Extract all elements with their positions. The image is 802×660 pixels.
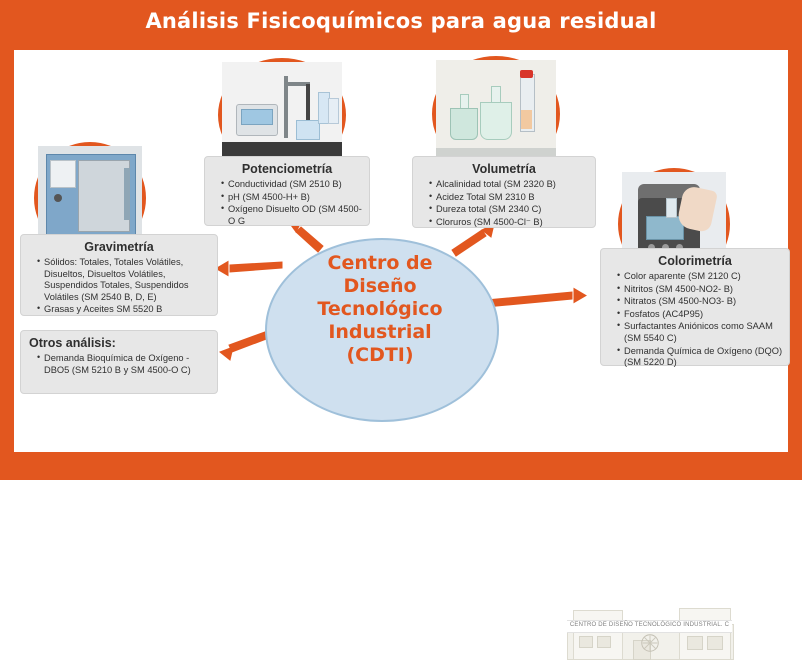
cdti-building-illustration bbox=[567, 600, 732, 658]
center-line-5: (CDTI) bbox=[346, 344, 414, 366]
potenciometria-title: Potenciometría bbox=[241, 162, 333, 176]
list-item: • Dureza total (SM 2340 C) bbox=[429, 204, 589, 216]
list-item: • Color aparente (SM 2120 C) bbox=[617, 271, 783, 283]
list-item: • Demanda Bioquímica de Oxígeno - DBO5 (SM 5210 B y SM 4500-O C) bbox=[37, 353, 211, 376]
volumetria-box bbox=[412, 156, 596, 228]
list-item: • Nitritos (SM 4500-NO2- B) bbox=[617, 284, 783, 296]
list-item: • Fosfatos (AC4P95) bbox=[617, 309, 783, 321]
list-item: • Nitratos (SM 4500-NO3- B) bbox=[617, 296, 783, 308]
cdti-logo-icon bbox=[639, 632, 661, 654]
volumetria-list bbox=[413, 179, 595, 235]
colorimetria-list bbox=[601, 271, 789, 376]
center-title bbox=[265, 252, 495, 367]
volumetry-glassware-photo bbox=[432, 56, 560, 172]
list-item: • Cloruros (SM 4500-Cl⁻ B) bbox=[429, 217, 589, 229]
otros-analisis-box bbox=[20, 330, 218, 394]
list-item: • Alcalinidad total (SM 2320 B) bbox=[429, 179, 589, 191]
list-item: • Demanda Química de Oxígeno (DQO) (SM 5220 D) bbox=[617, 346, 783, 369]
otros-analisis-list bbox=[21, 353, 217, 383]
building-sign-text: CENTRO DE DISEÑO TECNOLÓGICO INDUSTRIAL. C bbox=[569, 622, 730, 628]
potentiometer-photo bbox=[218, 58, 346, 172]
list-item: • Conductividad (SM 2510 B) bbox=[221, 179, 363, 191]
potenciometria-list bbox=[205, 179, 369, 234]
volumetria-title: Volumetría bbox=[472, 162, 536, 176]
gravimetria-box bbox=[20, 234, 218, 316]
colorimetria-title: Colorimetría bbox=[658, 254, 732, 268]
list-item: • Grasas y Aceites SM 5520 B bbox=[37, 304, 211, 316]
colorimetria-box bbox=[600, 248, 790, 366]
center-line-3: Tecnológico bbox=[317, 298, 443, 320]
center-line-1: Centro de bbox=[327, 252, 433, 274]
list-item: • pH (SM 4500-H+ B) bbox=[221, 192, 363, 204]
gravimetria-list bbox=[21, 257, 217, 323]
potenciometria-box bbox=[204, 156, 370, 226]
list-item: • Acidez Total SM 2310 B bbox=[429, 192, 589, 204]
center-line-4: Industrial bbox=[328, 321, 432, 343]
list-item: • Sólidos: Totales, Totales Volátiles, Disueltos, Disueltos Volátiles, Suspendidos Totales, Suspendidos Volátiles (SM 2540 B, D, E) bbox=[37, 257, 211, 303]
otros-analisis-title: Otros análisis: bbox=[29, 336, 116, 350]
list-item: • Oxígeno Disuelto OD (SM 4500-O G bbox=[221, 204, 363, 227]
list-item: • Surfactantes Aniónicos como SAAM (SM 5540 C) bbox=[617, 321, 783, 344]
gravimetria-title: Gravimetría bbox=[84, 240, 154, 254]
center-line-2: Diseño bbox=[343, 275, 417, 297]
page-title: Análisis Fisicoquímicos para agua residual bbox=[145, 9, 657, 33]
